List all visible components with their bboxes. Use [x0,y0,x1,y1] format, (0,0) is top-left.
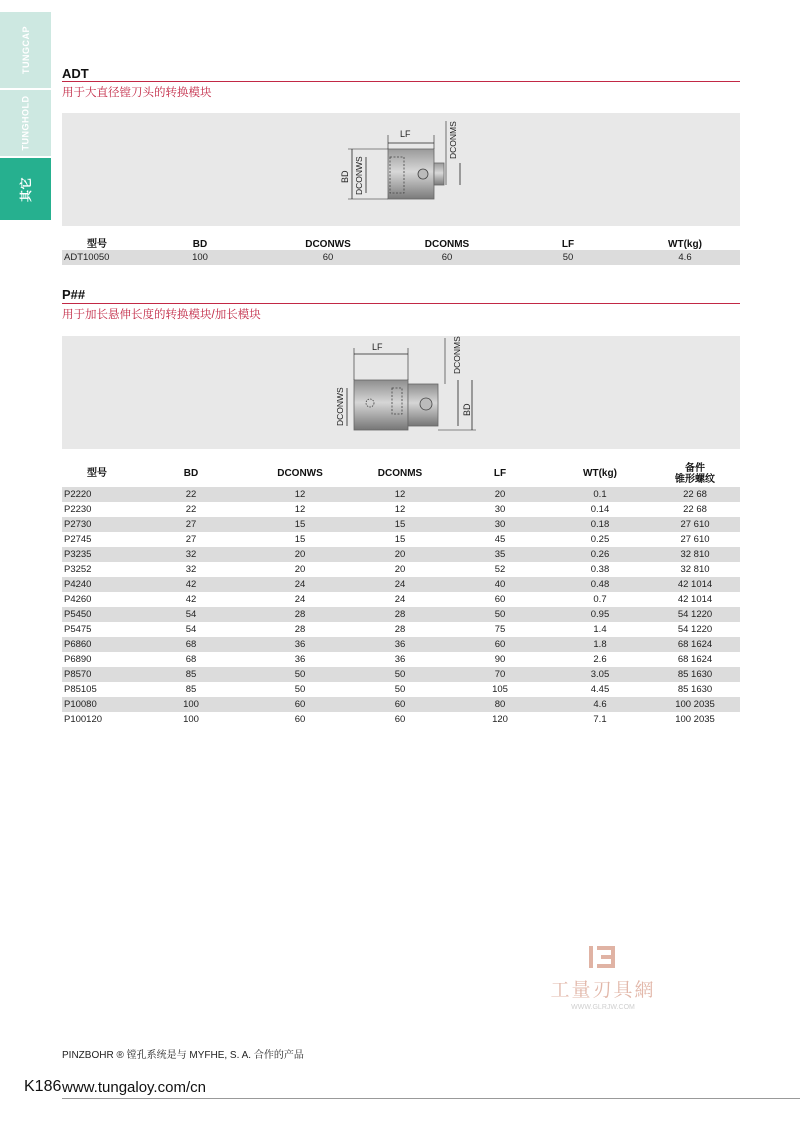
cell-dconms: 60 [388,250,506,265]
col-header: DCONMS [377,468,423,479]
p-subtitle: 用于加长悬伸长度的转换模块/加长模块 [62,309,261,321]
cell-bd: 85 [132,667,250,682]
cell-model: P2730 [62,517,132,532]
cell-accessory: 22 68 [683,504,707,515]
dim-bd: BD [340,170,350,183]
table-row [62,487,740,502]
cell-lf: 20 [450,487,550,502]
cell-wt: 4.45 [590,684,610,695]
cell-model: P10080 [62,697,132,712]
cell-accessory: 54 1220 [677,624,713,635]
cell-wt: 3.05 [550,667,650,682]
cell-dconms: 12 [350,487,450,502]
cell-wt: 0.18 [550,517,650,532]
side-tab-tungcap[interactable] [0,12,51,88]
table-row [62,502,740,517]
table-row [62,532,740,547]
cell-dconms: 60 [350,697,450,712]
cell-bd: 42 [185,594,197,605]
cell-accessory: 27 610 [680,534,710,545]
col-header: WT(kg) [583,468,617,479]
cell-model: P2230 [64,504,92,515]
cell-dconms: 28 [350,607,450,622]
cell-model: P85105 [64,684,97,695]
cell-dconms: 24 [394,594,406,605]
cell-bd: 27 [185,534,197,545]
cell-dconms: 20 [394,564,406,575]
cell-bd: 54 [185,624,197,635]
cell-dconws: 36 [250,637,350,652]
cell-dconms: 15 [394,534,406,545]
table-row [62,592,740,607]
section-divider [62,81,740,82]
cell-dconms: 15 [350,517,450,532]
cell-bd: 68 [185,654,197,665]
cell-dconws: 15 [250,517,350,532]
cell-dconws: 28 [250,607,350,622]
cell-lf: 70 [450,667,550,682]
cell-wt: 1.4 [593,624,607,635]
page-number: K186 [24,1078,62,1095]
cell-wt: 0.14 [590,504,610,515]
cell-bd: 100 [132,697,250,712]
cell-lf: 45 [494,534,506,545]
dim-bd: BD [462,403,472,416]
col-header: BD [192,239,208,250]
dim-lf: LF [400,129,411,139]
cell-model: P3235 [62,547,132,562]
p-figure [62,336,740,449]
cell-lf: 80 [450,697,550,712]
side-tab-label: TUNGCAP [20,26,31,74]
cell-dconms: 24 [350,577,450,592]
cell-accessory: 85 1630 [677,684,713,695]
cell-model: P100120 [64,714,103,725]
col-header: BD [183,468,199,479]
cell-bd: 42 [132,577,250,592]
footer-divider [62,1098,800,1099]
cell-model: P2745 [64,534,92,545]
cell-wt: 7.1 [593,714,607,725]
col-header: 型号 [87,468,107,479]
table-row [62,652,740,667]
p-title: P## [62,287,86,302]
cell-wt: 0.26 [550,547,650,562]
cell-bd: 100 [183,714,199,725]
col-header-accessory [650,460,740,487]
cell-wt: 1.8 [550,637,650,652]
cell-dconms: 60 [394,714,406,725]
cell-model: P6860 [62,637,132,652]
table-row [62,577,740,592]
adt-subtitle: 用于大直径镗刀头的转换模块 [62,87,212,99]
cell-model: P8570 [62,667,132,682]
dim-lf: LF [372,342,383,352]
cell-accessory: 100 2035 [650,697,740,712]
cell-wt: 0.25 [590,534,610,545]
table-header-row [62,239,740,250]
cell-dconms: 20 [350,547,450,562]
cell-lf: 50 [450,607,550,622]
cell-accessory: 32 810 [680,564,710,575]
adt-diagram [62,113,740,226]
watermark-url: WWW.GLRJW.COM [571,1004,635,1011]
table-row [62,250,740,265]
footer-note: PINZBOHR ® 镗孔系统是与 MYFHE, S. A. 合作的产品 [62,1050,304,1061]
side-tab-tunghold[interactable] [0,90,51,156]
cell-dconws: 60 [250,697,350,712]
p-diagram [62,336,740,449]
cell-bd: 68 [132,637,250,652]
col-header: LF [561,239,575,250]
cell-bd: 22 [185,504,197,515]
cell-accessory: 54 1220 [650,607,740,622]
cell-wt: 0.48 [550,577,650,592]
dim-dconws: DCONWS [335,387,345,426]
cell-dconms: 12 [394,504,406,515]
cell-dconws: 24 [250,577,350,592]
cell-lf: 60 [450,637,550,652]
cell-bd: 22 [132,487,250,502]
table-row [62,637,740,652]
cell-bd: 32 [185,564,197,575]
cell-model: P5475 [64,624,92,635]
cell-model: ADT10050 [62,250,132,265]
col-header: LF [493,468,507,479]
table-row [62,697,740,712]
cell-wt: 4.6 [550,697,650,712]
watermark-text: 工量刃具網 [550,979,656,1001]
cell-dconws: 12 [294,504,306,515]
table-row [62,682,740,697]
cell-bd: 100 [132,250,268,265]
adt-spec-table [62,239,740,265]
cell-dconws: 50 [250,667,350,682]
cell-lf: 60 [494,594,506,605]
adt-figure [62,113,740,226]
cell-accessory: 100 2035 [675,714,715,725]
cell-dconws: 60 [294,714,306,725]
col-header: 型号 [87,239,107,250]
cell-dconws: 20 [294,564,306,575]
cell-accessory: 68 1624 [650,637,740,652]
dim-dconws: DCONWS [354,156,364,195]
adt-title: ADT [62,66,89,81]
side-tab-label: 其它 [18,176,33,202]
cell-model: P4260 [64,594,92,605]
cell-lf: 30 [450,517,550,532]
footer-url[interactable]: www.tungaloy.com/cn [62,1079,206,1096]
cell-dconms: 36 [394,654,406,665]
cell-lf: 30 [494,504,506,515]
cell-wt: 0.38 [590,564,610,575]
table-row [62,562,740,577]
side-tab-label: TUNGHOLD [20,95,31,151]
cell-bd: 27 [132,517,250,532]
accessory-header-line1: 备件 [685,462,705,474]
table-row [62,607,740,622]
cell-bd: 54 [132,607,250,622]
cell-accessory: 68 1624 [677,654,713,665]
cell-accessory: 22 68 [650,487,740,502]
cell-accessory: 42 1014 [650,577,740,592]
cell-wt: 0.95 [550,607,650,622]
cell-dconws: 15 [294,534,306,545]
cell-lf: 75 [494,624,506,635]
p-spec-table [62,460,740,727]
dim-dconms: DCONMS [448,121,458,159]
cell-wt: 0.1 [550,487,650,502]
cell-bd: 85 [185,684,197,695]
cell-lf: 105 [492,684,508,695]
cell-dconms: 50 [350,667,450,682]
cell-accessory: 27 610 [650,517,740,532]
cell-dconws: 36 [294,654,306,665]
cell-model: P5450 [62,607,132,622]
side-tab-other[interactable] [0,158,51,220]
table-row [62,667,740,682]
cell-model: P3252 [64,564,92,575]
cell-lf: 40 [450,577,550,592]
cell-dconws: 60 [268,250,388,265]
section-divider [62,303,740,304]
cell-dconms: 36 [350,637,450,652]
table-row [62,712,740,727]
table-row [62,622,740,637]
cell-lf: 35 [450,547,550,562]
cell-model: P6890 [64,654,92,665]
cell-accessory: 42 1014 [677,594,713,605]
cell-dconws: 24 [294,594,306,605]
cell-accessory: 85 1630 [650,667,740,682]
table-row [62,517,740,532]
table-header-row [62,460,740,487]
watermark-logo-icon [583,944,623,970]
cell-model: P4240 [62,577,132,592]
cell-lf: 120 [492,714,508,725]
cell-wt: 4.6 [630,250,740,265]
cell-model: P2220 [62,487,132,502]
watermark [536,944,670,1011]
cell-accessory: 32 810 [650,547,740,562]
cell-dconws: 28 [294,624,306,635]
cell-wt: 0.7 [593,594,607,605]
accessory-header-line2: 锥形螺纹 [675,473,715,485]
dim-dconms: DCONMS [452,336,462,374]
cell-dconws: 20 [250,547,350,562]
cell-bd: 32 [132,547,250,562]
cell-lf: 52 [494,564,506,575]
cell-dconms: 28 [394,624,406,635]
col-header: DCONWS [277,468,323,479]
cell-dconws: 50 [294,684,306,695]
cell-wt: 2.6 [593,654,607,665]
col-header: DCONMS [424,239,470,250]
cell-dconms: 50 [394,684,406,695]
table-row [62,547,740,562]
col-header: WT(kg) [668,239,702,250]
cell-dconws: 12 [250,487,350,502]
cell-lf: 50 [506,250,630,265]
cell-lf: 90 [494,654,506,665]
col-header: DCONWS [305,239,351,250]
